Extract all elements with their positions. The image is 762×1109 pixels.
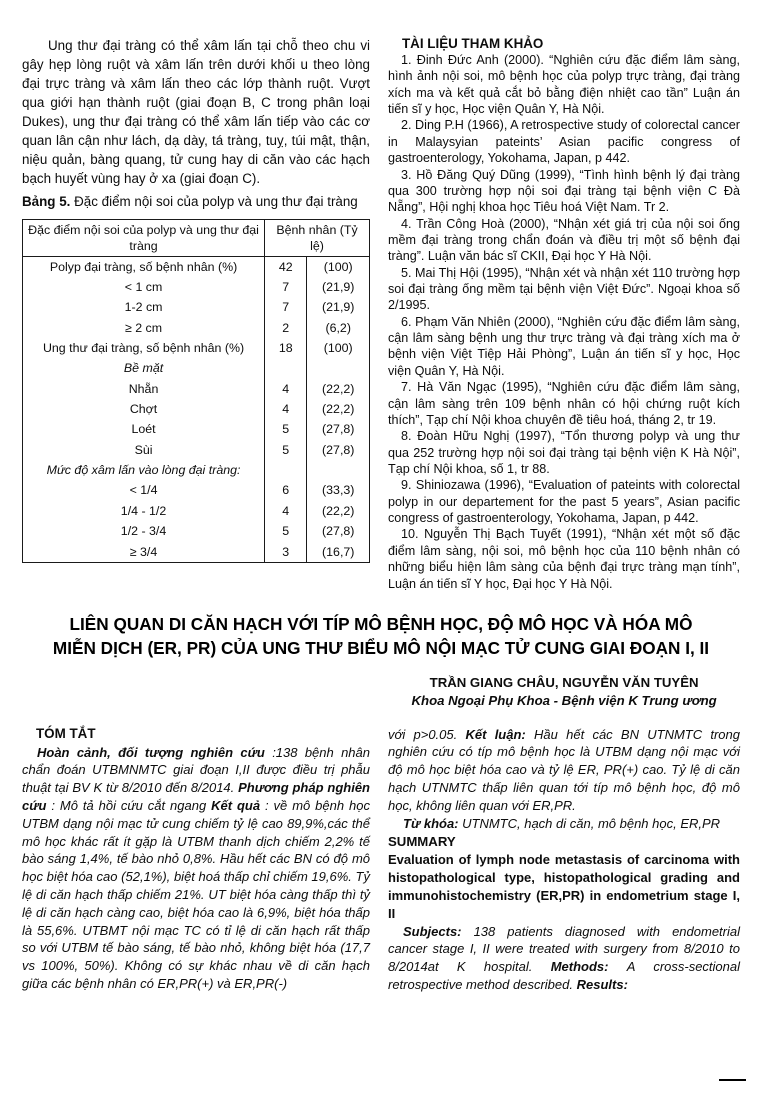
table-cell-percent: (16,7) [307, 542, 370, 563]
authors: TRẦN GIANG CHÂU, NGUYỄN VĂN TUYÊN [429, 675, 699, 691]
table-row [23, 481, 370, 501]
reference-item: 2. Ding P.H (1966), A retrospective study of colorectal cancer in Malaysyian pateints’ Asian pacific congress of gastroenterology, Yokohama, Japan, p 442. [388, 118, 740, 166]
left-column-top [22, 36, 370, 592]
reference-item: 10. Nguyễn Thị Bạch Tuyết (1991), “Nhận xét một số đặc điểm lâm sàng, nội soi, mô bệnh học của 110 bệnh nhân có những biểu hiện lâm sàng của bệnh đại trực tràng mạn tính”, Luận án tiến sĩ Y học, Đại học Y Hà Nội. [388, 527, 740, 591]
table-row [23, 400, 370, 420]
affiliation: Khoa Ngoại Phụ Khoa - Bệnh viện K Trung ương [411, 692, 717, 708]
table-cell-label: Chợt [129, 402, 158, 417]
page-mark-dash [719, 1079, 746, 1081]
endoscopy-table [22, 219, 370, 564]
references-list [388, 52, 740, 592]
table-cell-percent: (21,9) [307, 277, 370, 297]
table-cell-label: Loét [131, 422, 156, 437]
table-row [23, 522, 370, 542]
table-cell-label: Bề mặt [123, 361, 164, 376]
table-row [23, 257, 370, 278]
summary-column [388, 726, 740, 994]
table-cell-count [265, 359, 307, 379]
table-header [23, 219, 370, 256]
table-cell-percent: (27,8) [307, 522, 370, 542]
table-header-patients: Bệnh nhân (Tỷ lệ) [265, 219, 370, 256]
table-cell-count: 2 [265, 318, 307, 338]
table-cell-percent: (22,2) [307, 379, 370, 399]
table-cell-count: 4 [265, 379, 307, 399]
table-row [23, 359, 370, 379]
reference-item: 4. Trần Công Hoà (2000), “Nhận xét giá trị của nội soi ống mềm đại tràng trong chẩn đoán và điều trị một số bệnh đại tràng”. Luận văn bác sĩ CKII, Đại học Y Hà Nội. [388, 216, 740, 264]
reference-item: 8. Đoàn Hữu Nghị (1997), “Tổn thương polyp và ung thư qua 252 trường hợp nội soi đại tràng tại bệnh viện K Hà Nội”, Tạp chí Nội khoa, số 1, tr 88. [388, 429, 740, 476]
summary-title: Evaluation of lymph node metastasis of carcinoma with histopathological type, histopathological grading and immunohistochemistry (ER,PR) in endometrium stage I, II [388, 852, 740, 921]
reference-item: 7. Hà Văn Ngạc (1995), “Nghiên cứu đặc điểm lâm sàng, cận lâm sàng trên 109 bệnh nhân có hội chứng ruột kích thích”, Tạp chí Nội khoa chuyên đề tiêu hoá, tháng 2, tr 19. [388, 380, 740, 427]
article-title-line2: MIỄN DỊCH (ER, PR) CỦA UNG THƯ BIỂU MÔ NỘI MẠC TỬ CUNG GIAI ĐOẠN I, II [52, 637, 710, 658]
reference-item: 1. Đinh Đức Anh (2000). “Nghiên cứu đặc điểm lâm sàng, hình ảnh nội soi, mô bệnh học của polyp trực tràng, đại tràng xích ma và kết quả cắt bỏ bằng điện nhiệt cao tần” Luận án tiến sĩ y học, Học viện Quân Y, Hà Nội. [388, 53, 740, 117]
table-cell-percent: (100) [307, 338, 370, 358]
table-cell-percent: (27,8) [307, 420, 370, 440]
abstract-column [22, 726, 370, 994]
summary-paragraph: Subjects: 138 patients diagnosed with endometrial cancer stage I, II were treated with surgery from 8/2010 to 8/2014at K hospital. Methods: A cross-sectional retrospective method described. Results: [388, 923, 741, 992]
table-cell-count: 5 [265, 522, 307, 542]
table-row [23, 440, 370, 460]
abstract-heading: TÓM TẮT [36, 725, 96, 741]
table-cell-percent: (27,8) [307, 440, 370, 460]
table-cell-label: 1/2 - 3/4 [120, 524, 167, 539]
table-row [23, 298, 370, 318]
table-cell-label: Mức độ xâm lấn vào lòng đại tràng: [46, 463, 241, 478]
article-title [22, 612, 740, 660]
reference-item: 5. Mai Thị Hội (1995), “Nhận xét và nhận xét 110 trường hợp soi đại tràng ống mềm tại bệnh viện Việt Đức”. Ngoại khoa số 2/1995. [388, 265, 740, 313]
table-cell-percent: (22,2) [307, 501, 370, 521]
table-cell-percent [307, 359, 370, 379]
table-cell-percent [307, 461, 370, 481]
table-row [23, 338, 370, 358]
table-cell-percent: (6,2) [307, 318, 370, 338]
top-columns [22, 36, 740, 592]
keywords-paragraph: Từ khóa: UTNMTC, hạch di căn, mô bệnh học, ER,PR [403, 815, 721, 831]
table-cell-count: 5 [265, 440, 307, 460]
table-cell-label: 1/4 - 1/2 [120, 503, 167, 518]
references-heading: TÀI LIỆU THAM KHẢO [402, 36, 544, 51]
table-cell-count: 7 [265, 298, 307, 318]
table-body [23, 257, 370, 563]
table-cell-label: < 1 cm [124, 279, 163, 294]
table-cell-label: ≥ 2 cm [124, 320, 163, 335]
table-cell-percent: (21,9) [307, 298, 370, 318]
table-cell-count: 6 [265, 481, 307, 501]
table-header-feature: Đặc điểm nội soi của polyp và ung thư đại tràng [23, 219, 265, 256]
reference-item: 6. Phạm Văn Nhiên (2000), “Nghiên cứu đặc điểm lâm sàng, cận lâm sàng bệnh ung thư trực tràng và đại tràng xích ma ở bệnh viện Việt Tiệp Hải Phòng”, Luận án tiến sĩ y học, Học viện Quân Y, Hà Nội. [388, 314, 740, 378]
table-caption [22, 193, 370, 212]
table-cell-count: 3 [265, 542, 307, 563]
article-title-line1: LIÊN QUAN DI CĂN HẠCH VỚI TÍP MÔ BỆNH HỌC, ĐỘ MÔ HỌC VÀ HÓA MÔ [69, 613, 693, 634]
summary-heading: SUMMARY [388, 834, 456, 850]
table-cell-count: 4 [265, 501, 307, 521]
abstract-paragraph: Hoàn cảnh, đối tượng nghiên cứu :138 bệnh nhân chẩn đoán UTBMNMTC giai đoạn I,II được điều trị phẫu thuật tại BV K từ 8/2010 đến 8/2014. Phương pháp nghiên cứu : Mô tả hồi cứu cắt ngang Kết quả : về mô bệnh học UTBM dạng nội mạc tử cung chiếm tỷ lệ cao 89,9%,các thể mô học khác rất ít gặp là UTBM thanh dịch chiếm 2,2% tế bào sáng 1,4%, tế bào nhỏ 0,8%. Hầu hết các BN có độ mô học biệt hóa cao (52,1%), biệt hoá thấp chỉ chiếm 19,6%. Tỷ lệ di căn hạch thấp chiếm 21%. UT biệt hóa càng thấp thì tỷ lệ di căn hạch càng cao, biệt hóa cao là 6,9%, biệt hóa thấp là 55,6%. UTBMT nội mạc TC có tỉ lệ di căn hạch rất thấp so với UTBM tế bào sáng, tế bào nhỏ, không biệt hóa (17,7 vs 100%, 50%). Không có sự khác nhau về di căn hạch giữa các bệnh nhân có ER,PR(+) và ER,PR(-) [22, 744, 370, 991]
authors-block [388, 674, 740, 710]
table-row [23, 379, 370, 399]
intro-paragraph: Ung thư đại tràng có thể xâm lấn tại chỗ theo chu vi gây hẹp lòng ruột và xâm lấn trên dưới khối u theo lòng đại trực tràng và xâm lấn theo các lớp thành ruột. Vượt qua giới hạn thành ruột (giai đoạn B, C trong phân loại Dukes), ung thư đại tràng có thể xâm lấn tiếp vào các cơ quan lân cận như lách, dạ dày, tá tràng, tuỵ, túi mật, thận, niệu quản, bàng quang, tử cung hay di căn vào các hạch bạch huyết vùng hay ở xa (giai đoạn C). [22, 38, 370, 187]
table-cell-count [265, 461, 307, 481]
table-cell-label: Nhẵn [128, 381, 159, 396]
bottom-columns [22, 726, 740, 994]
table-cell-count: 42 [265, 257, 307, 278]
table-cell-percent: (22,2) [307, 400, 370, 420]
table-row [23, 542, 370, 563]
references-column [388, 36, 740, 592]
table-caption-text: Đặc điểm nội soi của polyp và ung thư đại tràng [74, 194, 358, 210]
table-row [23, 501, 370, 521]
table-cell-count: 7 [265, 277, 307, 297]
table-cell-count: 5 [265, 420, 307, 440]
table-row [23, 420, 370, 440]
table-cell-label: Polyp đại tràng, số bệnh nhân (%) [49, 259, 238, 274]
table-cell-label: Sùi [134, 442, 153, 457]
reference-item: 9. Shiniozawa (1996), “Evaluation of pateints with colorectal polyp in our departement for the past 5 years”, Asian pacific congress of gastroenterology, Yokohama, Japan, p 442. [388, 478, 740, 526]
table-cell-count: 4 [265, 400, 307, 420]
table-cell-label: Ung thư đại tràng, số bệnh nhân (%) [42, 340, 245, 355]
table-cell-count: 18 [265, 338, 307, 358]
table-cell-label: 1-2 cm [124, 300, 163, 315]
table-row [23, 277, 370, 297]
table-cell-label: ≥ 3/4 [129, 544, 158, 559]
table-row [23, 318, 370, 338]
table-cell-label: < 1/4 [129, 483, 158, 498]
table-cell-percent: (33,3) [307, 481, 370, 501]
abstract-continuation: với p>0.05. Kết luận: Hầu hết các BN UTNMTC trong nghiên cứu có típ mô bệnh học là UTBM dạng nội mạc với độ mô học biệt hóa cao và tỷ lệ ER, PR(+) cao. Tỷ lệ di căn hạch UTNMTC thấp liên quan tới típ mô bệnh học, độ mô học, không liên quan với ER,PR. [388, 726, 740, 813]
table-caption-label: Bảng 5. [22, 194, 71, 210]
table-row [23, 461, 370, 481]
reference-item: 3. Hồ Đăng Quý Dũng (1999), “Tình hình bệnh lý đại tràng qua 300 trường hợp nội soi đại tràng tại bệnh viện C Đà Nẵng”, Hội nghị khoa học Tiêu hoá Việt Nam. Tr 2. [388, 167, 740, 215]
table-cell-percent: (100) [307, 257, 370, 278]
